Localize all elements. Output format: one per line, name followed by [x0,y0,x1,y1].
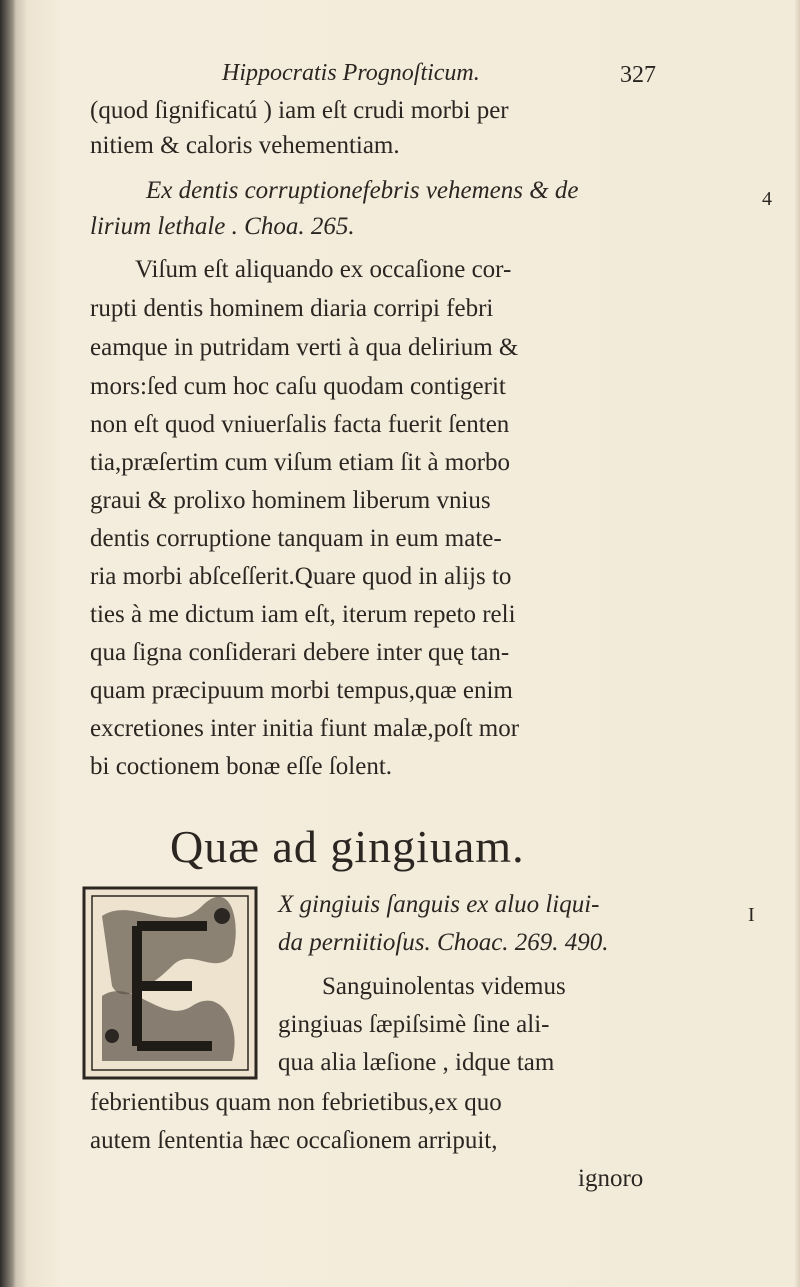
text-line: quam præcipuum morbi tempus,quæ enim [90,677,513,704]
text-line: autem ſententia hæc occaſionem arripuit, [90,1127,498,1154]
italic-aphorism-line: da perniitioſus. Choac. 269. 490. [278,929,609,956]
text-line: rupti dentis hominem diaria corripi febri [90,295,494,322]
italic-aphorism-line: lirium lethale . Choa. 265. [90,213,355,240]
text-line: tia,præſertim cum viſum etiam ſit à morbo [90,449,511,476]
page-edge [794,0,800,1287]
catchword: ignoro [578,1165,644,1192]
text-line: qua alia læſione , idque tam [278,1049,555,1076]
italic-aphorism-line: Ex dentis corruptionefebris vehemens & de [146,177,579,204]
decorated-initial-e-icon [82,886,258,1080]
margin-number: 4 [762,188,772,210]
text-line: nitiem & caloris vehementiam. [90,132,400,159]
text-line: (quod ſignificatú ) iam eſt crudi morbi per [90,97,509,124]
margin-number: I [748,904,755,926]
text-line: excretiones inter initia fiunt malæ,poſt mor [90,715,520,742]
text-line: mors:ſed cum hoc caſu quodam contigerit [90,373,506,400]
text-line: Viſum eſt aliquando ex occaſione cor- [135,256,512,283]
text-line: bi coctionem bonæ eſſe ſolent. [90,753,393,780]
text-line: qua ſigna conſiderari debere inter quę tan- [90,639,510,666]
text-line: dentis corruptione tanquam in eum mate- [90,525,502,552]
text-line: ties à me dictum iam eſt, iterum repeto reli [90,601,516,628]
text-line: febrientibus quam non febrietibus,ex quo [90,1089,502,1116]
text-line: ria morbi abſceſſerit.Quare quod in aliјs to [90,563,512,590]
text-line: eamque in putridam verti à qua delirium & [90,334,519,361]
text-line: non eſt quod vniuerſalis facta fuerit ſenten [90,411,510,438]
running-head: Hippocratis Prognoſticum. [222,60,480,86]
page-number: 327 [620,62,656,88]
text-line: graui & prolixo hominem liberum vnius [90,487,491,514]
text-line: Sanguinolentas videmus [322,973,566,1000]
italic-aphorism-line: X gingiuis ſanguis ex aluo liqui- [278,891,600,918]
book-gutter [0,0,16,1287]
section-heading: Quæ ad gingiuam. [170,821,525,872]
text-line: gingiuas ſæpiſsimè ſine ali- [278,1011,550,1038]
